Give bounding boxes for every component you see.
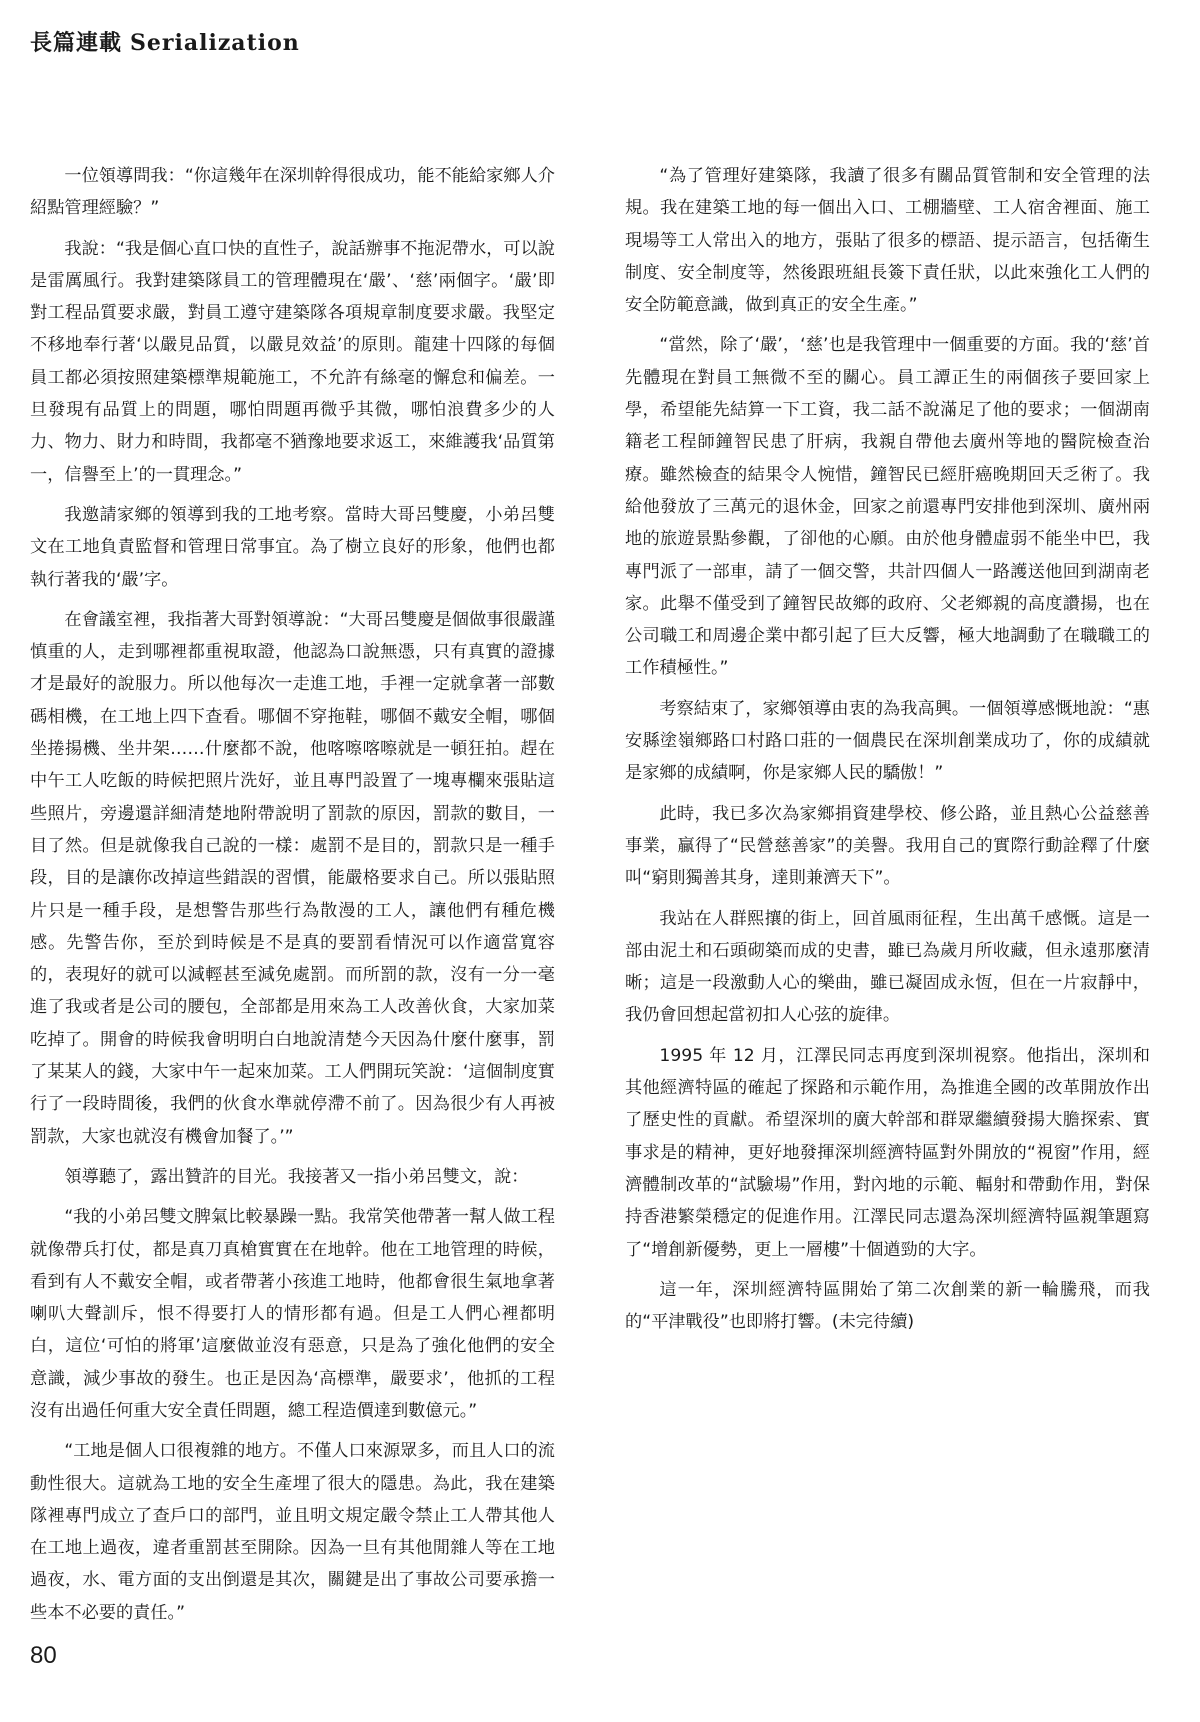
section-title-zh: 長篇連載 [30,30,123,56]
paragraph: 這一年，深圳經濟特區開始了第二次創業的新一輪騰飛，而我的“平津戰役”也即將打響。(未完待續) [625,1279,1150,1333]
page-number: 80 [30,1642,57,1669]
paragraph: 考察結束了，家鄉領導由衷的為我高興。一個領導感慨地說：“惠安縣塗嶺鄉路口村路口莊的一個農民在深圳創業成功了，你的成績就是家鄉的成績啊，你是家鄉人民的驕傲！” [625,698,1150,784]
paragraph: “工地是個人口很複雜的地方。不僅人口來源眾多，而且人口的流動性很大。這就為工地的安全生產埋了很大的隱患。為此，我在建築隊裡專門成立了查戶口的部門，並且明文規定嚴令禁止工人帶其他人在工地上過夜，違者重罰甚至開除。因為一旦有其他閒雜人等在工地過夜，水、電方面的支出倒還是其次，關鍵是出了事故公司要承擔一些本不必要的責任。” [30,1441,555,1623]
paragraph: “當然，除了‘嚴’，‘慈’也是我管理中一個重要的方面。我的‘慈’首先體現在對員工無微不至的關心。員工譚正生的兩個孩子要回家上學，希望能先結算一下工資，我二話不說滿足了他的要求；一個湖南籍老工程師鐘智民患了肝病，我親自帶他去廣州等地的醫院檢查治療。雖然檢查的結果令人惋惜，鐘智民已經肝癌晚期回天乏術了。我給他發放了三萬元的退休金，回家之前還專門安排他到深圳、廣州兩地的旅遊景點參觀，了卻他的心願。由於他身體虛弱不能坐中巴，我專門派了一部車，請了一個交警，共計四個人一路護送他回到湖南老家。此舉不僅受到了鐘智民故鄉的政府、父老鄉親的高度讚揚，也在公司職工和周邊企業中都引起了巨大反響，極大地調動了在職職工的工作積極性。” [625,335,1150,679]
paragraph: “為了管理好建築隊，我讀了很多有關品質管制和安全管理的法規。我在建築工地的每一個出入口、工棚牆壁、工人宿舍裡面、施工現場等工人常出入的地方，張貼了很多的標語、提示語言，包括衛生制度、安全制度等，然後跟班組長簽下責任狀，以此來強化工人們的安全防範意識，做到真正的安全生產。” [625,166,1150,316]
paragraph: 領導聽了，露出贊許的目光。我接著又一指小弟呂雙文，說： [64,1166,529,1187]
paragraph: 我說：“我是個心直口快的直性子，說話辦事不拖泥帶水，可以說是雷厲風行。我對建築隊員工的管理體現在‘嚴’、‘慈’兩個字。‘嚴’即對工程品質要求嚴，對員工遵守建築隊各項規章制度要求嚴。我堅定不移地奉行著‘以嚴見品質，以嚴見效益’的原則。龍建十四隊的每個員工都必須按照建築標準規範施工，不允許有絲毫的懈怠和偏差。一旦發現有品質上的問題，哪怕問題再微乎其微，哪怕浪費多少的人力、物力、財力和時間，我都毫不猶豫地要求返工，來維護我‘品質第一，信譽至上’的一貫理念。” [30,238,555,485]
left-column [30,160,555,1637]
paragraph: 此時，我已多次為家鄉捐資建學校、修公路，並且熱心公益慈善事業，贏得了“民營慈善家”的美譽。我用自己的實際行動詮釋了什麼叫“窮則獨善其身，達則兼濟天下”。 [625,803,1150,889]
paragraph: “我的小弟呂雙文脾氣比較暴躁一點。我常笑他帶著一幫人做工程就像帶兵打仗，都是真刀真槍實實在在地幹。他在工地管理的時候，看到有人不戴安全帽，或者帶著小孩進工地時，他都會很生氣地拿著喇叭大聲訓斥，恨不得要打人的情形都有過。但是工人們心裡都明白，這位‘可怕的將軍’這麼做並沒有惡意，只是為了強化他們的安全意識，減少事故的發生。也正是因為‘高標準，嚴要求’，他抓的工程沒有出過任何重大安全責任問題，總工程造價達到數億元。” [30,1207,555,1421]
paragraph: 一位領導問我：“你這幾年在深圳幹得很成功，能不能給家鄉人介紹點管理經驗？” [30,166,555,219]
paragraph: 在會議室裡，我指著大哥對領導說：“大哥呂雙慶是個做事很嚴謹慎重的人，走到哪裡都重視取證，他認為口說無憑，只有真實的證據才是最好的說服力。所以他每次一走進工地，手裡一定就拿著一部數碼相機，在工地上四下查看。哪個不穿拖鞋，哪個不戴安全帽，哪個坐捲揚機、坐井架……什麼都不說，他喀嚓喀嚓就是一頓狂拍。趕在中午工人吃飯的時候把照片洗好，並且專門設置了一塊專欄來張貼這些照片，旁邊還詳細清楚地附帶說明了罰款的原因，罰款的數目，一目了然。但是就像我自己說的一樣：處罰不是目的，罰款只是一種手段，目的是讓你改掉這些錯誤的習慣，能嚴格要求自己。所以張貼照片只是一種手段，是想警告那些行為散漫的工人，讓他們有種危機感。先警告你，至於到時候是不是真的要罰看情況可以作適當寬容的，表現好的就可以減輕甚至減免處罰。而所罰的款，沒有一分一毫進了我或者是公司的腰包，全部都是用來為工人改善伙食，大家加菜吃掉了。開會的時候我會明明白白地說清楚今天因為什麼什麼事，罰了某某人的錢，大家中午一起來加菜。工人們開玩笑說：‘這個制度實行了一段時間後，我們的伙食水準就停滯不前了。因為很少有人再被罰款，大家也就沒有機會加餐了。’” [30,609,555,1147]
section-header [30,26,300,57]
paragraph: 我站在人群熙攘的街上，回首風雨征程，生出萬千感慨。這是一部由泥土和石頭砌築而成的史書，雖已為歲月所收藏，但永遠那麼清晰；這是一段激動人心的樂曲，雖已凝固成永恆，但在一片寂靜中，我仍會回想起當初扣人心弦的旋律。 [625,908,1150,1026]
section-title-en: Serialization [130,30,300,56]
paragraph: 我邀請家鄉的領導到我的工地考察。當時大哥呂雙慶，小弟呂雙文在工地負責監督和管理日常事宜。為了樹立良好的形象，他們也都執行著我的‘嚴’字。 [30,504,555,590]
right-column [625,160,1150,1346]
paragraph: 1995 年 12 月，江澤民同志再度到深圳視察。他指出，深圳和其他經濟特區的確起了探路和示範作用，為推進全國的改革開放作出了歷史性的貢獻。希望深圳的廣大幹部和群眾繼續發揚大膽探索、實事求是的精神，更好地發揮深圳經濟特區對外開放的“視窗”作用，經濟體制改革的“試驗場”作用，對內地的示範、輻射和帶動作用，對保持香港繁榮穩定的促進作用。江澤民同志還為深圳經濟特區親筆題寫了“增創新優勢，更上一層樓”十個遒勁的大字。 [625,1045,1150,1260]
